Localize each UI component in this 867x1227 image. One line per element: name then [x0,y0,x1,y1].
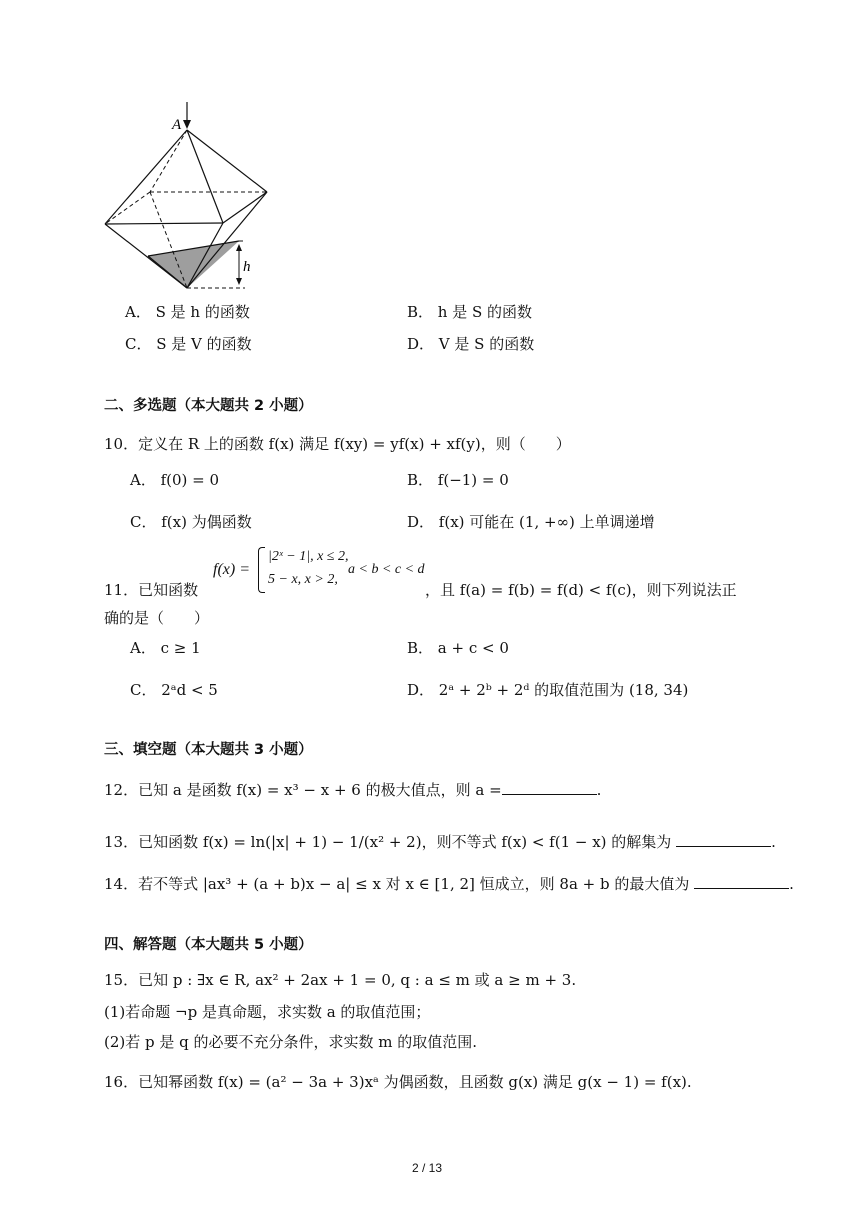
q11-fx-label: f(x) = [213,561,250,578]
q11-stem-suffix: ，且 f(a) = f(b) = f(d) < f(c)，则下列说法正 [425,581,737,599]
q9-option-c: C． S 是 V 的函数 [125,335,252,353]
q13-answer-blank[interactable] [676,832,771,847]
page-number: 2 / 13 [412,1161,443,1175]
q11-piecewise-brace [258,547,265,593]
q10-option-c: C． f(x) 为偶函数 [130,513,252,531]
q14-stem: 14．若不等式 |ax³ + (a + b)x − a| ≤ x 对 x ∈ [1, 2] 恒成立，则 8a + b 的最大值为 . [104,875,794,893]
q10-option-b: B． f(−1) = 0 [407,471,509,489]
q13-stem: 13．已知函数 f(x) = ln(|x| + 1) − 1/(x² + 2)，则不等式 f(x) < f(1 − x) 的解集为 . [104,833,776,851]
q11-stem-prefix: 11．已知函数 [104,581,199,599]
q9-option-a: A． S 是 h 的函数 [125,303,250,321]
q11-option-d: D． 2ᵃ + 2ᵇ + 2ᵈ 的取值范围为 (18, 34) [407,681,689,699]
q11-piece-1: |2ˣ − 1|, x ≤ 2, [268,549,349,564]
q12-answer-blank[interactable] [502,780,597,795]
q11-piece-2: 5 − x, x > 2, [268,572,338,587]
q11-stem-line2: 确的是（ ） [104,609,210,627]
q14-answer-blank[interactable] [694,874,789,889]
q11-option-b: B． a + c < 0 [407,639,509,657]
q10-option-d: D． f(x) 可能在 (1, +∞) 上单调递增 [407,513,655,531]
q9-option-d: D． V 是 S 的函数 [407,335,535,353]
section-heading-solutions: 四、解答题（本大题共 5 小题） [104,937,313,953]
q11-option-a: A． c ≥ 1 [130,639,201,657]
q10-stem: 10．定义在 R 上的函数 f(x) 满足 f(xy) = yf(x) + xf(y)，则（ ） [104,435,571,453]
q15-part-1: (1)若命题 ¬p 是真命题，求实数 a 的取值范围； [104,1003,431,1021]
q11-option-c: C． 2ᵃd < 5 [130,681,218,699]
section-heading-multiple-choice: 二、多选题（本大题共 2 小题） [104,398,313,414]
q12-stem: 12．已知 a 是函数 f(x) = x³ − x + 6 的极大值点，则 a = . [104,781,602,799]
section-heading-fill-in: 三、填空题（本大题共 3 小题） [104,742,313,758]
q15-part-2: (2)若 p 是 q 的必要不充分条件，求实数 m 的取值范围. [104,1033,478,1051]
q16-stem: 16．已知幂函数 f(x) = (a² − 3a + 3)xᵃ 为偶函数，且函数 g(x) 满足 g(x − 1) = f(x). [104,1073,692,1091]
vertex-label-a: A [172,117,182,133]
height-label-h: h [243,259,251,275]
q11-condition: a < b < c < d [348,562,425,577]
q15-stem: 15．已知 p : ∃x ∈ R, ax² + 2ax + 1 = 0, q : a ≤ m 或 a ≥ m + 3. [104,971,577,989]
q10-option-a: A． f(0) = 0 [130,471,220,489]
q9-option-b: B． h 是 S 的函数 [407,303,533,321]
octahedron-figure [95,98,280,293]
